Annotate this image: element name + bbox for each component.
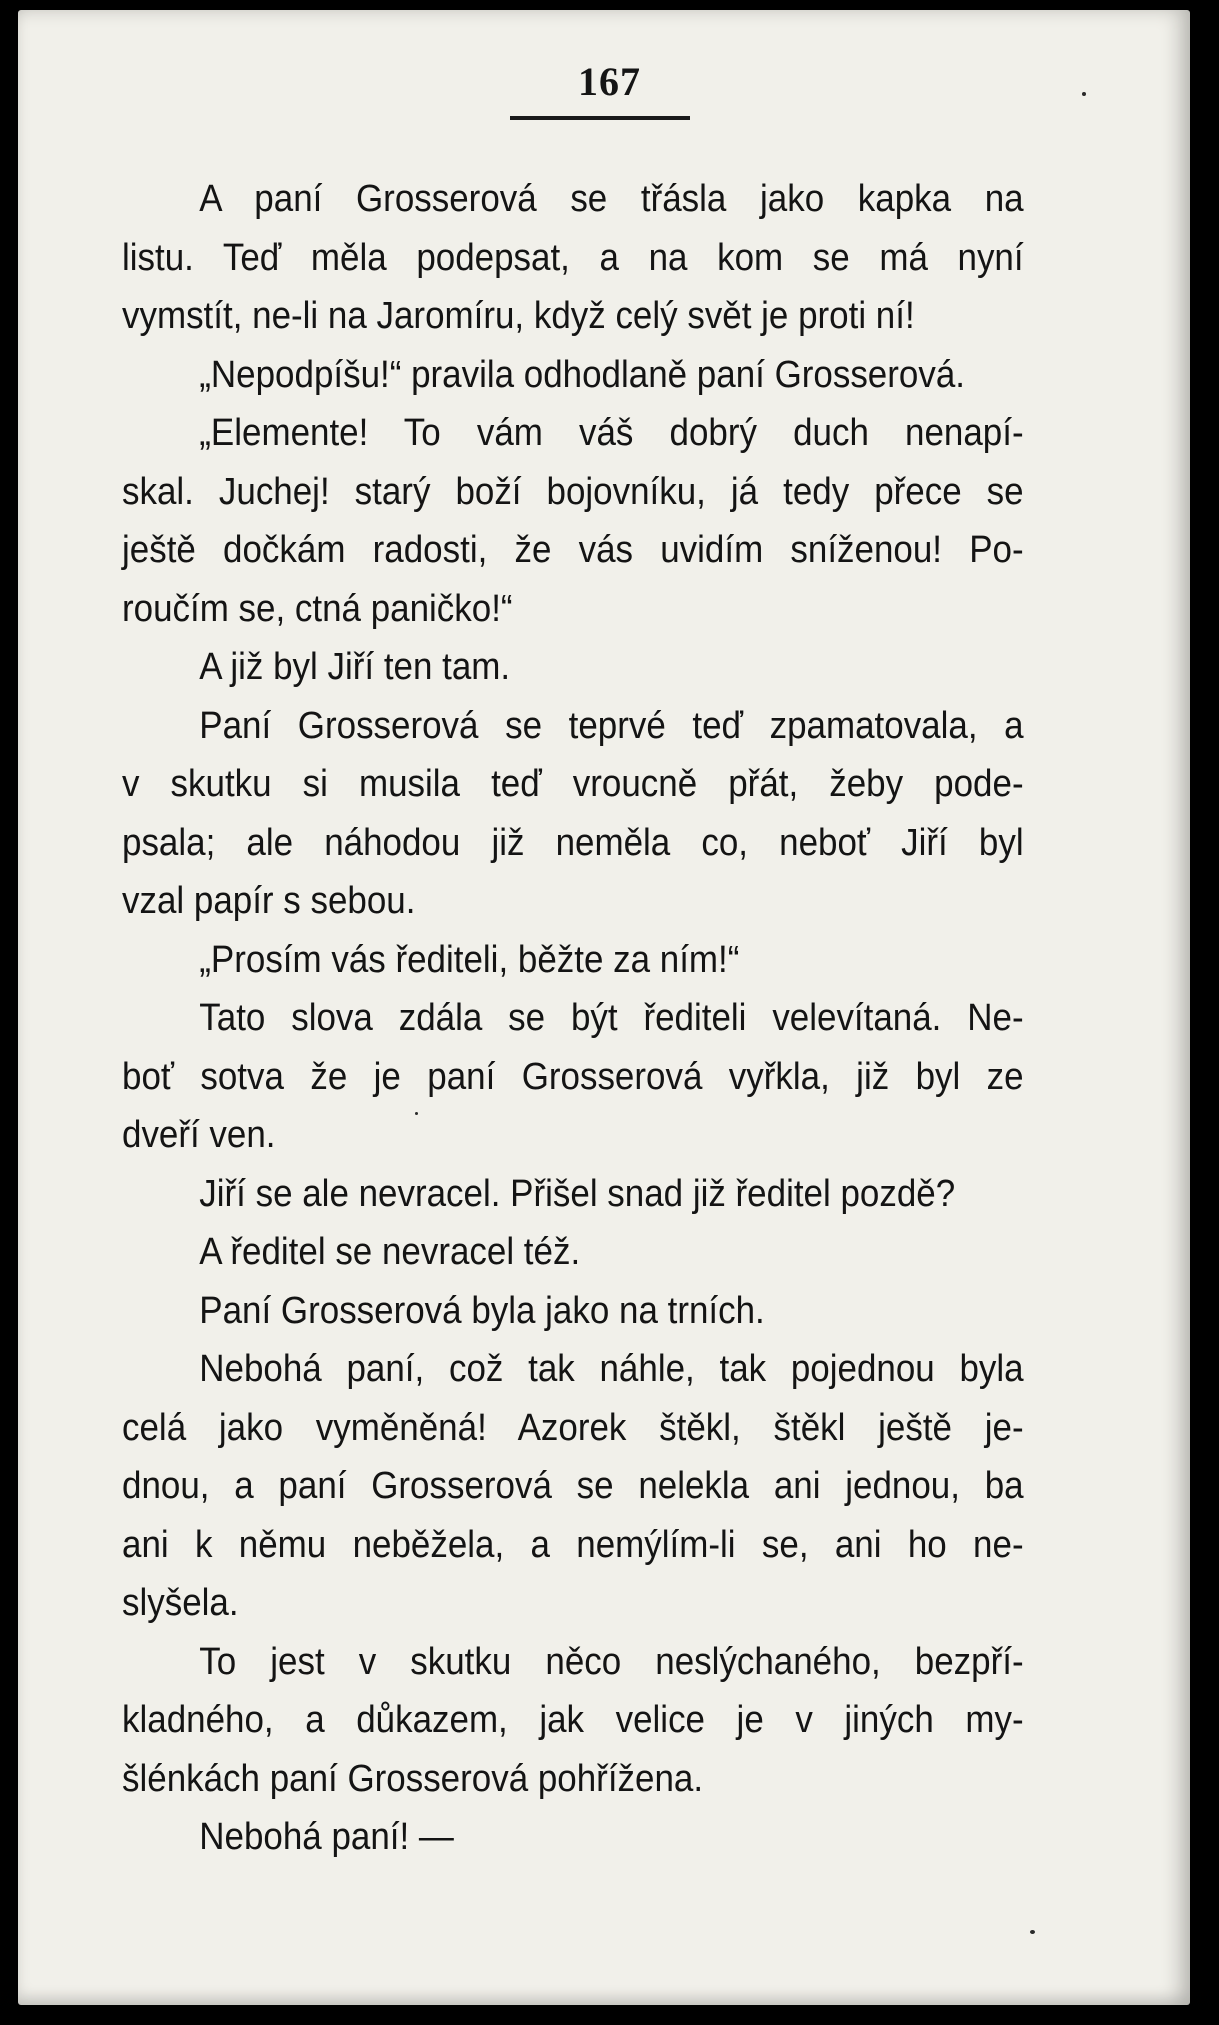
header-rule bbox=[510, 116, 690, 120]
text-line: skal. Juchej! starý boží bojovníku, já tedy přece se bbox=[122, 470, 1024, 513]
text-line: Jiří se ale nevracel. Přišel snad již ředitel pozdě? bbox=[199, 1172, 956, 1215]
text-line: slyšela. bbox=[122, 1582, 239, 1624]
body-text bbox=[122, 170, 1024, 1867]
paragraph bbox=[122, 1340, 1024, 1633]
paragraph bbox=[122, 1633, 1024, 1809]
text-line: Nebohá paní! — bbox=[199, 1816, 454, 1858]
text-line: ani k němu neběžela, a nemýlím-li se, ani ho ne- bbox=[122, 1523, 1024, 1566]
text-line: ještě dočkám radosti, že vás uvidím sníženou! Po- bbox=[122, 529, 1024, 571]
text-line: A ředitel se nevracel též. bbox=[199, 1231, 581, 1273]
text-line: dveří ven. bbox=[122, 1114, 276, 1156]
paragraph bbox=[122, 697, 1024, 931]
text-line: vymstít, ne-li na Jaromíru, když celý svět je proti ní! bbox=[122, 295, 915, 337]
text-line: listu. Teď měla podepsat, a na kom se má nyní bbox=[122, 236, 1024, 279]
text-line: šlénkách paní Grosserová pohřížena. bbox=[122, 1757, 704, 1800]
text-line: A již byl Jiří ten tam. bbox=[199, 646, 511, 688]
text-line: celá jako vyměněná! Azorek štěkl, štěkl ještě je- bbox=[122, 1406, 1024, 1449]
paragraph bbox=[122, 638, 1024, 697]
text-line: „Elemente! To vám váš dobrý duch nenapí- bbox=[199, 412, 1024, 454]
page-number: 167 bbox=[578, 59, 641, 104]
paragraph bbox=[122, 404, 1024, 638]
print-speck bbox=[1082, 92, 1086, 96]
paragraph bbox=[122, 1223, 1024, 1282]
text-line: Tato slova zdála se být řediteli velevítaná. Ne- bbox=[199, 997, 1024, 1039]
text-line: vzal papír s sebou. bbox=[122, 880, 416, 922]
text-line: Paní Grosserová byla jako na trních. bbox=[199, 1289, 765, 1332]
paragraph bbox=[122, 346, 1024, 405]
paragraph bbox=[122, 931, 1024, 990]
text-line: A paní Grosserová se třásla jako kapka na bbox=[199, 178, 1024, 220]
text-line: „Prosím vás řediteli, běžte za ním!“ bbox=[199, 938, 740, 981]
text-line: boť sotva že je paní Grosserová vyřkla, již byl ze bbox=[122, 1055, 1024, 1098]
paragraph bbox=[122, 989, 1024, 1165]
paragraph bbox=[122, 1165, 1024, 1224]
paragraph bbox=[122, 170, 1024, 346]
text-line: To jest v skutku něco neslýchaného, bezpří- bbox=[199, 1640, 1024, 1683]
text-line: dnou, a paní Grosserová se nelekla ani jednou, ba bbox=[122, 1465, 1024, 1507]
print-speck bbox=[1030, 1930, 1035, 1934]
text-line: Nebohá paní, což tak náhle, tak pojednou byla bbox=[199, 1348, 1024, 1390]
paragraph bbox=[122, 1808, 1024, 1867]
text-line: psala; ale náhodou již neměla co, neboť Jiří byl bbox=[122, 821, 1024, 864]
text-line: „Nepodpíšu!“ pravila odhodlaně paní Grosserová. bbox=[199, 353, 965, 396]
text-line: v skutku si musila teď vroucně přát, žeby pode- bbox=[122, 763, 1024, 805]
text-line: kladného, a důkazem, jak velice je v jiných my- bbox=[122, 1699, 1024, 1741]
paragraph bbox=[122, 1282, 1024, 1341]
text-line: roučím se, ctná paničko!“ bbox=[122, 587, 513, 630]
print-speck bbox=[415, 1112, 418, 1115]
text-line: Paní Grosserová se teprvé teď zpamatovala, a bbox=[199, 704, 1024, 747]
